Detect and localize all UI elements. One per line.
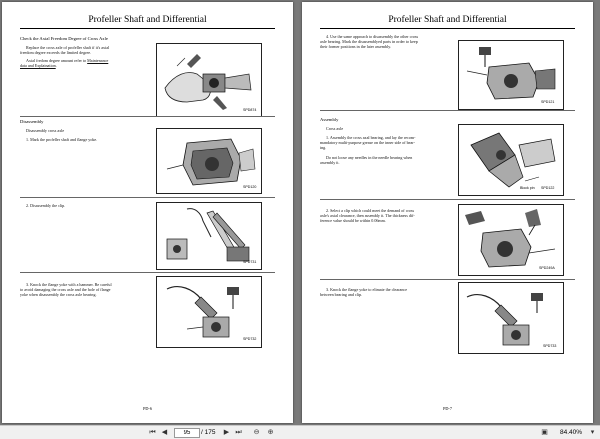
step-2-text: ference value should be within 0.06mm. [320, 218, 386, 223]
figure-cross-axle-check [156, 43, 262, 117]
viewer-toolbar [0, 425, 600, 439]
step-4-text: axle bearing. Mark the disassemblyed parts in order to keep [320, 39, 418, 44]
step-1-text: ing. [320, 145, 327, 150]
step-3-text: to avoid damaging the cross axle and the hole of flange [20, 287, 111, 292]
section-divider [20, 272, 275, 273]
next-page-icon[interactable]: ▶ [223, 429, 230, 436]
figure-code: SPD733 [543, 344, 557, 348]
step-2-text: 2. Disassembly the clip. [26, 203, 66, 208]
section-divider [20, 116, 275, 117]
header-rule [320, 28, 575, 29]
page-header: Profeller Shaft and Differential [88, 15, 207, 25]
step-3-text: 3. Knock the flange yoke to elimate the clearance [326, 287, 408, 292]
figure-code: SPD122 [541, 186, 555, 190]
reference-link: Maintenance [87, 58, 109, 63]
step-4-text: 4. Use the same approach to disassembly the other cross [326, 34, 419, 39]
mark-shaft-illustration [157, 129, 261, 193]
fit-page-icon[interactable]: ▣ [541, 429, 548, 436]
step-3-text: 3. Knock the flange yoke with a hammer. Be careful [26, 282, 112, 287]
step-1-text: mandatory multi-purpose grease on the inner side of bear- [320, 140, 415, 145]
previous-page-icon[interactable]: ◀ [161, 429, 168, 436]
subsection-title: Disassembly cross axle [26, 128, 65, 133]
step-3-text: yoke when disassembly the cross axle bearing. [20, 292, 97, 297]
chevron-down-icon[interactable]: ▾ [590, 429, 595, 436]
knock-flange-clearance-illustration [459, 283, 563, 353]
step-1-text: 1. Mark the profeller shaft and flange yoke. [26, 137, 98, 142]
note-text: Do not loose any needles in the needle bearing when [326, 155, 413, 160]
figure-code: SPD120 [243, 185, 257, 189]
page-total: / 175 [201, 429, 216, 436]
figure-code: SPD249A [539, 266, 555, 270]
step-3-text: between bearing and clip. [320, 292, 363, 297]
step-1-text: 1. Assembly the cross axal bearing, and lay the recom- [326, 135, 416, 140]
zoom-level: 84.40% [560, 429, 583, 436]
paragraph-line: Replace the cross axle of profeller shaft if it's axial [26, 45, 110, 50]
note-text: assembly it. [320, 160, 340, 165]
figure-code: SPD874 [243, 108, 257, 112]
zoom-out-icon[interactable]: ⊖ [253, 429, 260, 436]
step-2-text: 2. Select a clip which could meet the demand of cross [326, 208, 415, 213]
section-title-assembly: Assembly [320, 117, 339, 122]
step-2-text: axle's axial clearance, then assembly it. The thickness dif- [320, 213, 415, 218]
first-page-icon[interactable]: ⏮ [149, 429, 156, 436]
section-title-disassembly: Disassembly [20, 119, 44, 124]
section-divider [320, 110, 575, 111]
paragraph-line [20, 63, 57, 68]
reference-link: data and Explaination [20, 63, 56, 68]
zoom-in-icon[interactable]: ⊕ [267, 429, 274, 436]
page-header: Profeller Shaft and Differential [388, 15, 507, 25]
figure-code: SPD731 [243, 260, 257, 264]
reference-text: . [55, 63, 57, 68]
left-page [2, 2, 293, 423]
assembly-bearing-illustration [459, 125, 563, 195]
page-number-input[interactable] [174, 428, 200, 438]
header-rule [20, 28, 275, 29]
step-4-text: their former positions in the later assembly. [320, 44, 392, 49]
figure-code: SPD732 [243, 337, 257, 341]
disassembly-other-illustration [459, 41, 563, 109]
figure-code: SPD121 [541, 100, 555, 104]
page-footer: PD-7 [443, 406, 452, 411]
last-page-icon[interactable]: ⏭ [235, 429, 242, 436]
section-divider [320, 199, 575, 200]
figure-label: Block pin [520, 186, 535, 190]
section-title-axial-check: Check the Axial Freedom Degree of Cross Axle [20, 36, 108, 41]
right-page [302, 2, 593, 423]
reference-text: Axial fredom degree amount refer to [26, 58, 88, 63]
cross-axle-check-illustration [157, 44, 261, 116]
subsection-title: Cross axle [326, 126, 344, 131]
paragraph-line: freedom degree exceeds the limited degree. [20, 50, 92, 55]
select-clip-illustration [459, 205, 563, 275]
section-divider [320, 279, 575, 280]
page-footer: PD-6 [143, 406, 152, 411]
section-divider [20, 197, 275, 198]
